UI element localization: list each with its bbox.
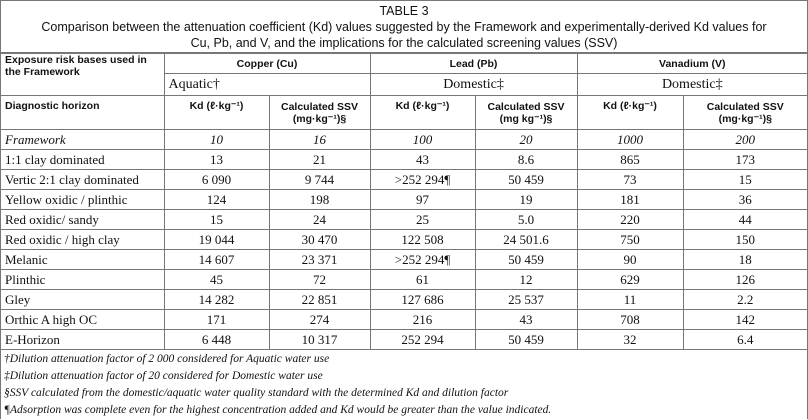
value-cell: 44 bbox=[683, 210, 807, 230]
value-cell: 11 bbox=[577, 290, 683, 310]
value-cell: 50 459 bbox=[475, 170, 577, 190]
footnote: ‡Dilution attenuation factor of 20 considered for Domestic water use bbox=[4, 370, 323, 382]
value-cell: 150 bbox=[683, 230, 807, 250]
value-cell: 24 501.6 bbox=[475, 230, 577, 250]
horizon-cell: Red oxidic/ sandy bbox=[1, 210, 164, 230]
value-cell: 15 bbox=[164, 210, 269, 230]
table-title bbox=[1, 1, 807, 53]
value-cell: 629 bbox=[577, 270, 683, 290]
table-row bbox=[1, 230, 807, 250]
metal-header: Vanadium (V) bbox=[577, 54, 807, 74]
table-row bbox=[1, 210, 807, 230]
value-cell: 73 bbox=[577, 170, 683, 190]
value-cell: 6 090 bbox=[164, 170, 269, 190]
value-cell: 142 bbox=[683, 310, 807, 330]
metal-header: Copper (Cu) bbox=[164, 54, 370, 74]
value-cell: 6.4 bbox=[683, 330, 807, 350]
table-label: TABLE 3 bbox=[379, 4, 429, 18]
horizon-cell: Yellow oxidic / plinthic bbox=[1, 190, 164, 210]
value-cell: 32 bbox=[577, 330, 683, 350]
value-cell: 23 371 bbox=[269, 250, 370, 270]
value-cell: 9 744 bbox=[269, 170, 370, 190]
value-cell: 274 bbox=[269, 310, 370, 330]
value-cell: 16 bbox=[269, 130, 370, 150]
value-cell: 36 bbox=[683, 190, 807, 210]
table-caption: Comparison between the attenuation coefficient (Kd) values suggested by the Framework and experimentally-derived Kd values for Cu, Pb, and V, and the implications for the calculated screening values (SSV) bbox=[41, 20, 767, 50]
value-cell: 30 470 bbox=[269, 230, 370, 250]
value-cell: 122 508 bbox=[370, 230, 475, 250]
column-header: Calculated SSV (mg·kg⁻¹)§ bbox=[269, 96, 370, 130]
diagnostic-header: Diagnostic horizon bbox=[1, 96, 164, 130]
value-cell: 50 459 bbox=[475, 250, 577, 270]
value-cell: 181 bbox=[577, 190, 683, 210]
use-header: Domestic‡ bbox=[577, 74, 807, 96]
footnotes bbox=[1, 350, 807, 419]
table-row bbox=[1, 250, 807, 270]
value-cell: 200 bbox=[683, 130, 807, 150]
table-row bbox=[1, 190, 807, 210]
value-cell: 708 bbox=[577, 310, 683, 330]
value-cell: 14 282 bbox=[164, 290, 269, 310]
table-row bbox=[1, 170, 807, 190]
value-cell: >252 294¶ bbox=[370, 250, 475, 270]
value-cell: 12 bbox=[475, 270, 577, 290]
horizon-cell: Orthic A high OC bbox=[1, 310, 164, 330]
value-cell: 216 bbox=[370, 310, 475, 330]
data-table bbox=[1, 53, 807, 350]
horizon-cell: Plinthic bbox=[1, 270, 164, 290]
value-cell: 5.0 bbox=[475, 210, 577, 230]
framework-row bbox=[1, 130, 807, 150]
value-cell: 10 bbox=[164, 130, 269, 150]
value-cell: 97 bbox=[370, 190, 475, 210]
value-cell: 8.6 bbox=[475, 150, 577, 170]
value-cell: 25 bbox=[370, 210, 475, 230]
value-cell: >252 294¶ bbox=[370, 170, 475, 190]
value-cell: 2.2 bbox=[683, 290, 807, 310]
horizon-cell: 1:1 clay dominated bbox=[1, 150, 164, 170]
table-row bbox=[1, 290, 807, 310]
value-cell: 15 bbox=[683, 170, 807, 190]
value-cell: 865 bbox=[577, 150, 683, 170]
value-cell: 18 bbox=[683, 250, 807, 270]
footnote: †Dilution attenuation factor of 2 000 considered for Aquatic water use bbox=[4, 353, 330, 365]
metal-header: Lead (Pb) bbox=[370, 54, 577, 74]
value-cell: 124 bbox=[164, 190, 269, 210]
table-row bbox=[1, 150, 807, 170]
horizon-cell: E-Horizon bbox=[1, 330, 164, 350]
horizon-cell: Red oxidic / high clay bbox=[1, 230, 164, 250]
value-cell: 171 bbox=[164, 310, 269, 330]
value-cell: 50 459 bbox=[475, 330, 577, 350]
value-cell: 43 bbox=[475, 310, 577, 330]
value-cell: 61 bbox=[370, 270, 475, 290]
table-row bbox=[1, 270, 807, 290]
column-header: Kd (ℓ·kg⁻¹) bbox=[577, 96, 683, 130]
column-header: Calculated SSV (mg·kg⁻¹)§ bbox=[683, 96, 807, 130]
footnote: §SSV calculated from the domestic/aquatic water quality standard with the determined Kd and dilution factor bbox=[4, 387, 509, 399]
value-cell: 45 bbox=[164, 270, 269, 290]
value-cell: 22 851 bbox=[269, 290, 370, 310]
column-header: Calculated SSV (mg kg⁻¹)§ bbox=[475, 96, 577, 130]
value-cell: 6 448 bbox=[164, 330, 269, 350]
horizon-cell: Gley bbox=[1, 290, 164, 310]
use-header: Aquatic† bbox=[164, 74, 370, 96]
value-cell: 220 bbox=[577, 210, 683, 230]
value-cell: 13 bbox=[164, 150, 269, 170]
horizon-cell: Melanic bbox=[1, 250, 164, 270]
value-cell: 20 bbox=[475, 130, 577, 150]
value-cell: 72 bbox=[269, 270, 370, 290]
value-cell: 24 bbox=[269, 210, 370, 230]
value-cell: 1000 bbox=[577, 130, 683, 150]
exposure-header: Exposure risk bases used in the Framework bbox=[1, 54, 164, 96]
value-cell: 14 607 bbox=[164, 250, 269, 270]
value-cell: 750 bbox=[577, 230, 683, 250]
table-row bbox=[1, 310, 807, 330]
use-header: Domestic‡ bbox=[370, 74, 577, 96]
table-row bbox=[1, 330, 807, 350]
value-cell: 25 537 bbox=[475, 290, 577, 310]
footnote: ¶Adsorption was complete even for the highest concentration added and Kd would be greater than the value indicated. bbox=[4, 404, 552, 416]
value-cell: 43 bbox=[370, 150, 475, 170]
value-cell: 10 317 bbox=[269, 330, 370, 350]
column-header: Kd (ℓ·kg⁻¹) bbox=[164, 96, 269, 130]
value-cell: 173 bbox=[683, 150, 807, 170]
value-cell: 19 bbox=[475, 190, 577, 210]
column-header: Kd (ℓ·kg⁻¹) bbox=[370, 96, 475, 130]
value-cell: 19 044 bbox=[164, 230, 269, 250]
value-cell: 198 bbox=[269, 190, 370, 210]
value-cell: 127 686 bbox=[370, 290, 475, 310]
value-cell: 90 bbox=[577, 250, 683, 270]
value-cell: 21 bbox=[269, 150, 370, 170]
horizon-cell: Vertic 2:1 clay dominated bbox=[1, 170, 164, 190]
horizon-cell: Framework bbox=[1, 130, 164, 150]
value-cell: 100 bbox=[370, 130, 475, 150]
value-cell: 252 294 bbox=[370, 330, 475, 350]
value-cell: 126 bbox=[683, 270, 807, 290]
